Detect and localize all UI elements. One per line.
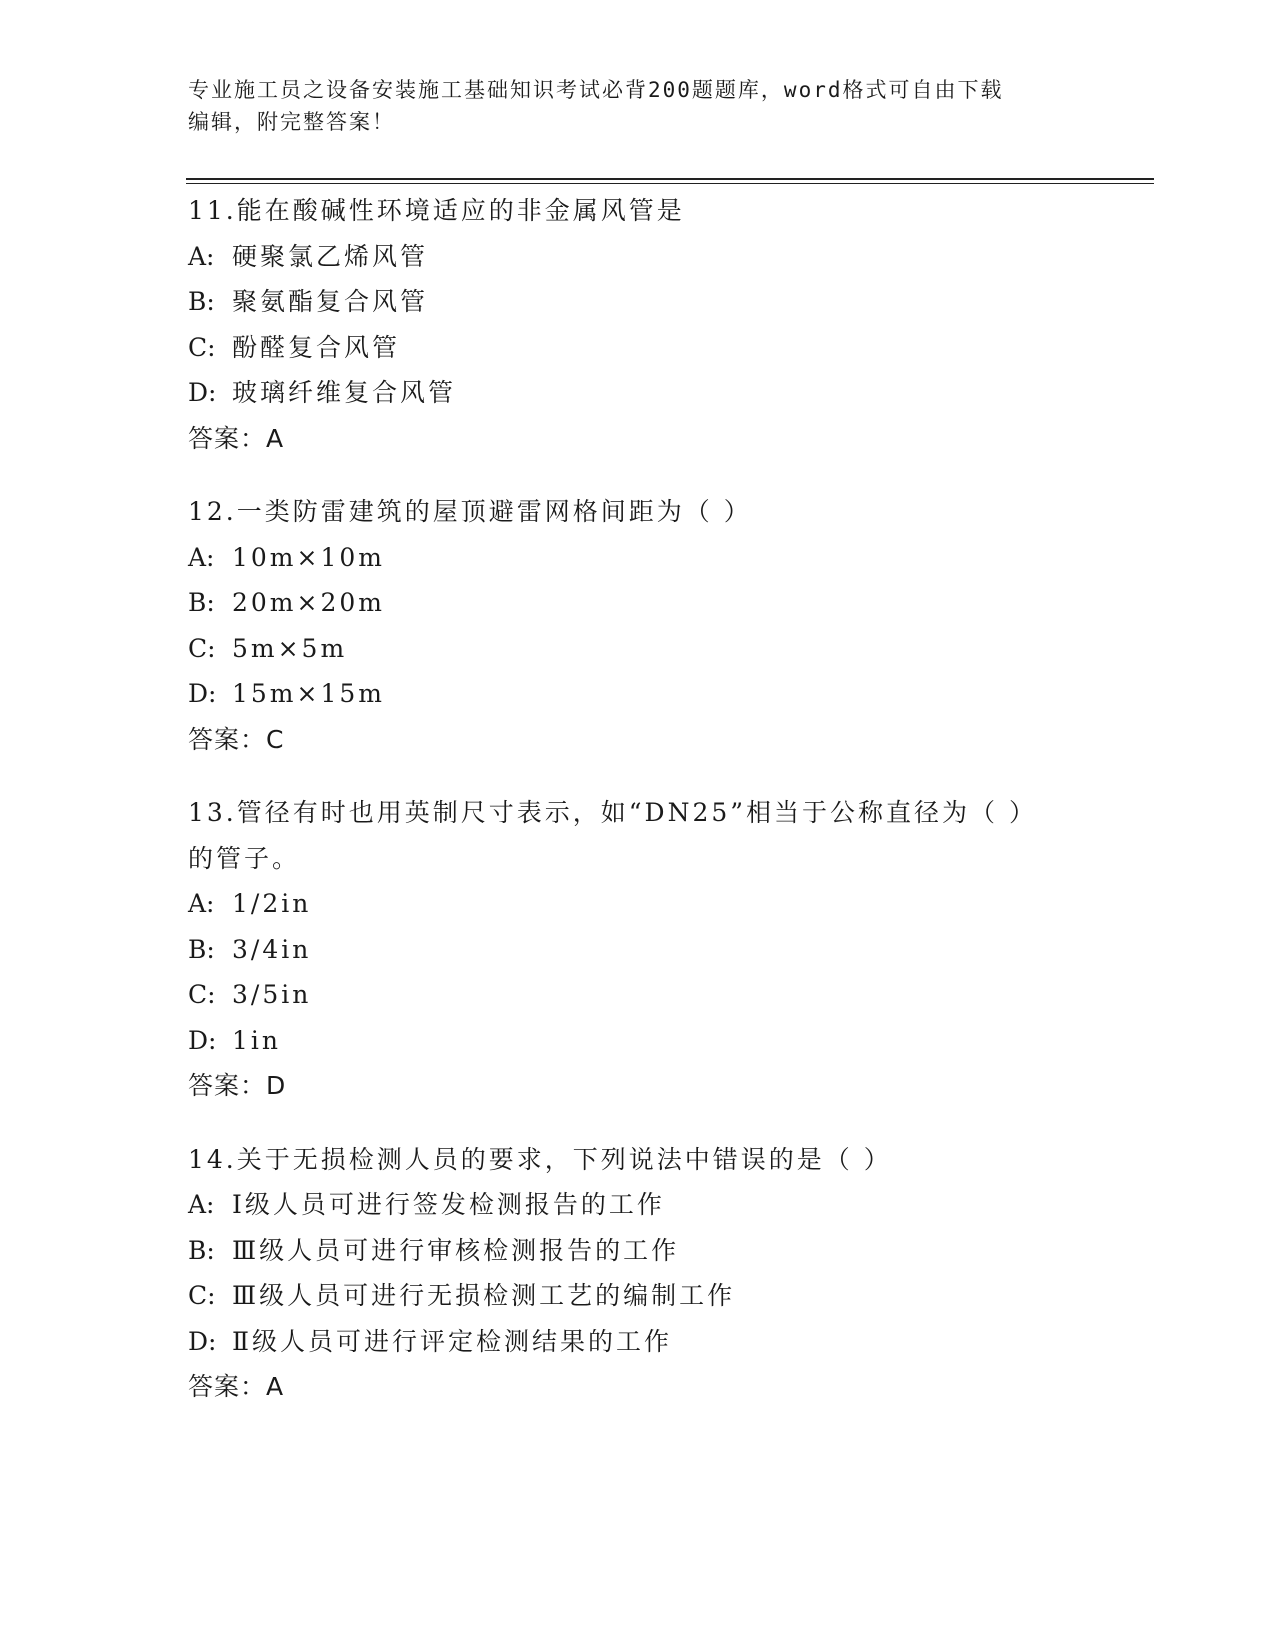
question-list (188, 188, 1088, 1438)
question-text: 管径有时也用英制尺寸表示，如“DN25”相当于公称直径为（ ） (236, 798, 1038, 827)
option-text: 硬聚氯乙烯风管 (232, 241, 429, 271)
answer-line: 答案：A (188, 1372, 285, 1401)
question-text: 能在酸碱性环境适应的非金属风管是 (236, 196, 685, 225)
option-d (188, 671, 1088, 717)
option-letter: D: (188, 378, 217, 407)
question-number: 12. (188, 497, 237, 526)
option-letter: D: (188, 679, 217, 708)
option-text: 5m×5m (232, 633, 348, 663)
option-c (188, 1273, 1088, 1319)
option-letter: B: (188, 1235, 215, 1265)
option-d (188, 370, 1088, 416)
option-text: 3/5in (232, 980, 312, 1009)
option-text: 10m×10m (232, 542, 385, 572)
option-text: 20m×20m (232, 588, 385, 617)
answer-line: 答案：C (188, 724, 285, 754)
option-letter: C: (188, 1281, 216, 1310)
option-letter: B: (188, 287, 215, 316)
option-letter: A: (188, 1190, 215, 1219)
option-b (188, 1228, 1088, 1274)
option-a (188, 881, 1088, 927)
option-letter: D: (188, 1326, 217, 1356)
question-12 (188, 489, 1088, 762)
option-text: 1in (232, 1025, 282, 1055)
option-c (188, 972, 1088, 1018)
option-a (188, 1182, 1088, 1228)
question-stem (188, 188, 1088, 234)
answer-line: 答案：A (188, 423, 285, 453)
question-stem (188, 1137, 1088, 1183)
question-number: 11. (188, 196, 237, 225)
option-letter: C: (188, 633, 216, 663)
question-11 (188, 188, 1088, 461)
option-b (188, 279, 1088, 325)
option-c (188, 325, 1088, 371)
document-header (188, 74, 1068, 138)
option-letter: A: (188, 889, 215, 918)
question-number: 13. (188, 798, 237, 827)
option-text: Ⅲ级人员可进行审核检测报告的工作 (232, 1235, 680, 1265)
option-text: 15m×15m (232, 679, 385, 708)
option-d (188, 1319, 1088, 1365)
option-letter: A: (188, 542, 215, 572)
option-text: Ⅰ级人员可进行签发检测报告的工作 (232, 1190, 665, 1219)
option-text: Ⅱ级人员可进行评定检测结果的工作 (232, 1326, 672, 1356)
option-letter: B: (188, 588, 215, 617)
option-b (188, 927, 1088, 973)
header-divider-thin (186, 183, 1154, 184)
option-text: 1/2in (232, 889, 312, 918)
option-text: 3/4in (232, 934, 312, 964)
question-14 (188, 1137, 1088, 1410)
option-d (188, 1018, 1088, 1064)
option-text: Ⅲ级人员可进行无损检测工艺的编制工作 (232, 1281, 736, 1310)
option-text: 酚醛复合风管 (232, 332, 401, 362)
option-letter: A: (188, 241, 215, 271)
question-text: 一类防雷建筑的屋顶避雷网格间距为（ ） (236, 497, 752, 526)
option-letter: C: (188, 332, 216, 362)
header-line-1: 专业施工员之设备安装施工基础知识考试必背200题题库，word格式可自由下载 (188, 78, 1004, 102)
option-a (188, 234, 1088, 280)
question-stem (188, 489, 1088, 535)
question-number: 14. (188, 1144, 237, 1174)
header-divider-thick (186, 178, 1154, 180)
question-stem-continuation: 的管子。 (188, 843, 301, 873)
question-text: 关于无损检测人员的要求，下列说法中错误的是（ ） (236, 1144, 892, 1174)
option-text: 聚氨酯复合风管 (232, 287, 429, 316)
option-letter: C: (188, 980, 216, 1009)
answer-line: 答案：D (188, 1071, 287, 1100)
option-letter: B: (188, 934, 215, 964)
option-b (188, 580, 1088, 626)
header-line-2: 编辑，附完整答案！ (188, 110, 395, 134)
question-13 (188, 790, 1088, 1109)
option-letter: D: (188, 1025, 217, 1055)
option-c (188, 626, 1088, 672)
question-stem (188, 790, 1088, 836)
option-a (188, 535, 1088, 581)
option-text: 玻璃纤维复合风管 (232, 378, 457, 407)
